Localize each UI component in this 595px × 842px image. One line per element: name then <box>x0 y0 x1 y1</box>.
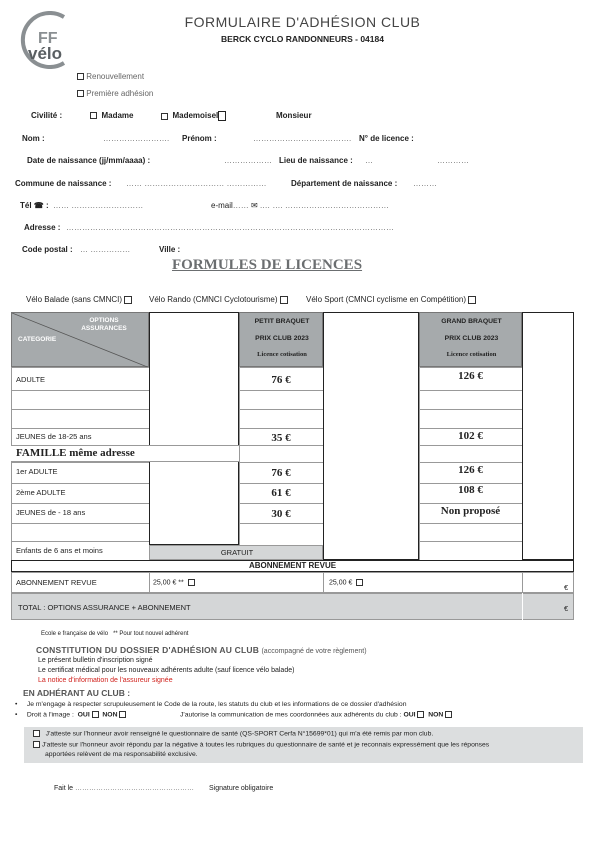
renewal-checkbox[interactable] <box>77 73 84 80</box>
ecole-note: Ecole e française de vélo ** Pour tout nouvel adhérent <box>41 631 189 637</box>
attestation-1[interactable]: J'atteste sur l'honneur avoir renseigné le questionnaire de santé (QS-SPORT Cerfa N°15699*01) qui m'a été remis par mon club. <box>33 730 433 737</box>
fait-le-field[interactable]: …………………………………………… <box>75 785 195 792</box>
madame-option[interactable]: Madame <box>90 111 133 120</box>
birthdate-field[interactable]: ……………… <box>224 156 272 165</box>
grand-price-jeunes-18-25: 102 € <box>458 430 483 442</box>
licence-type-sport[interactable]: Vélo Sport (CMNCI cyclisme en Compétition) <box>306 295 476 304</box>
image-non-checkbox[interactable] <box>119 711 126 718</box>
licence-type-rando[interactable]: Vélo Rando (CMNCI Cyclotourisme) <box>149 295 288 304</box>
departement-field[interactable]: ……… <box>413 179 437 188</box>
row-2eme-adulte: 2ème ADULTE <box>16 488 66 497</box>
total-row: TOTAL : OPTIONS ASSURANCE + ABONNEMENT € <box>11 593 574 620</box>
abonnement-header: ABONNEMENT REVUE <box>11 560 574 572</box>
autorise-coordonnees: J'autorise la communication de mes coordonnées aux adhérents du club : OUI NON <box>180 711 452 718</box>
image-oui-checkbox[interactable] <box>92 711 99 718</box>
commune-label: Commune de naissance : <box>15 179 112 188</box>
first-membership-option[interactable]: Première adhésion <box>77 89 153 98</box>
abonnement-label: ABONNEMENT REVUE <box>16 578 97 587</box>
signature-label: Signature obligatoire <box>209 785 274 792</box>
abonnement-option-2[interactable]: 25,00 € <box>329 579 363 586</box>
abonnement-euro: € <box>564 583 569 592</box>
cp-label: Code postal : <box>22 245 73 254</box>
petit-price-2eme-adulte: 61 € <box>271 487 291 499</box>
grand-price-2eme-adulte: 108 € <box>458 484 483 496</box>
mademoiselle-option[interactable]: Mademoisel <box>161 111 226 121</box>
birthdate-label: Date de naissance (jj/mm/aaaa) : <box>27 156 151 165</box>
row-jeunes-moins-18: JEUNES de - 18 ans <box>16 508 86 517</box>
civility-label: Civilité : <box>31 111 63 120</box>
fait-le: Fait le …………………………………………… <box>54 785 195 792</box>
petit-price-adulte: 76 € <box>271 374 291 386</box>
ville-label: Ville : <box>159 245 181 254</box>
page-title: FORMULAIRE D'ADHÉSION CLUB <box>184 14 421 30</box>
nom-field[interactable]: ……………………. <box>103 134 170 143</box>
coord-non-checkbox[interactable] <box>445 711 452 718</box>
option-column-1 <box>149 312 239 545</box>
monsieur-label: Monsieur <box>276 111 312 120</box>
adherant-bullet-1: • Je m'engage à respecter scrupuleusement le Code de la route, les statuts du club et les informations de ce dossier d'adhésion <box>15 701 407 708</box>
row-1er-adulte: 1er ADULTE <box>16 467 58 476</box>
gratuit-cell: GRATUIT <box>149 545 323 560</box>
grand-price-adulte: 126 € <box>458 370 483 382</box>
grand-price-1er-adulte: 126 € <box>458 464 483 476</box>
departement-label: Département de naissance : <box>291 179 398 188</box>
envelope-icon: ✉ <box>251 201 258 210</box>
adresse-label: Adresse : <box>24 223 61 232</box>
svg-text:vélo: vélo <box>28 44 63 63</box>
constitution-item-3: La notice d'information de l'assureur signée <box>38 677 173 684</box>
constitution-item-1: Le présent bulletin d'inscription signé <box>38 657 153 664</box>
email-label: e-mail…… ✉ .… …. ………………………………… <box>211 201 389 210</box>
petit-braquet-header: PETIT BRAQUET PRIX CLUB 2023 Licence cotisation <box>239 312 323 367</box>
row-jeunes-18-25: JEUNES de 18-25 ans <box>16 432 92 441</box>
formules-title: FORMULES DE LICENCES <box>172 257 363 273</box>
option-column-2 <box>323 312 419 560</box>
adherant-title: EN ADHÉRANT AU CLUB : <box>23 688 131 698</box>
birthplace-field[interactable]: … <box>365 156 373 165</box>
commune-field[interactable]: …… ………………………… …………… <box>126 179 267 188</box>
row-adulte: ADULTE <box>16 375 46 384</box>
grand-price-jeunes-moins-18: Non proposé <box>440 505 501 517</box>
abonnement-option-1[interactable]: 25,00 € ** <box>153 579 195 586</box>
attestations-box <box>24 727 583 763</box>
prenom-label: Prénom : <box>182 134 217 143</box>
row-enfants: Enfants de 6 ans et moins <box>16 546 103 555</box>
petit-price-jeunes-18-25: 35 € <box>271 432 291 444</box>
licence-type-balade[interactable]: Vélo Balade (sans CMNCI) <box>26 295 132 304</box>
svg-text:FF: FF <box>38 30 58 47</box>
first-membership-checkbox[interactable] <box>77 90 84 97</box>
renewal-option[interactable]: Renouvellement <box>77 72 144 81</box>
attestation-2[interactable]: J'atteste sur l'honneur avoir répondu par la négative à toutes les rubriques du questionnaire de santé et je reconnais expressément que les réponses <box>33 741 489 748</box>
petit-price-1er-adulte: 76 € <box>271 467 291 479</box>
licence-label: N° de licence : <box>359 134 414 143</box>
adresse-field[interactable]: …………………………………………………………………………………………………………… <box>66 223 394 232</box>
prenom-field[interactable]: ………………………………. <box>253 134 352 143</box>
attestation-2-cont: apportées relèvent de ma responsabilité exclusive. <box>45 751 198 758</box>
birthplace-field-extra[interactable]: ………… <box>437 156 469 165</box>
grand-braquet-header: GRAND BRAQUET PRIX CLUB 2023 Licence cotisation <box>419 312 522 367</box>
constitution-title: CONSTITUTION DU DOSSIER D'ADHÉSION AU CLUB (accompagné de votre règlement) <box>36 645 367 655</box>
adherant-bullet-2: • Droit à l'image : OUI NON <box>15 711 126 718</box>
option-column-3 <box>522 312 574 560</box>
coord-oui-checkbox[interactable] <box>417 711 424 718</box>
category-header-cell: OPTIONS ASSURANCES CATEGORIE <box>11 312 149 367</box>
petit-price-jeunes-moins-18: 30 € <box>271 508 291 520</box>
cp-field[interactable]: … …………… <box>80 245 131 254</box>
nom-label: Nom : <box>22 134 45 143</box>
tel-label: Tél ☎ : <box>20 201 49 210</box>
famille-row: FAMILLE même adresse <box>11 445 239 462</box>
club-name: BERCK CYCLO RANDONNEURS - 04184 <box>221 34 384 44</box>
birthplace-label: Lieu de naissance : <box>279 156 353 165</box>
tel-field[interactable]: …… ……………………… <box>53 201 144 210</box>
constitution-item-2: Le certificat médical pour les nouveaux adhérents adulte (sauf licence vélo balade) <box>38 667 295 674</box>
